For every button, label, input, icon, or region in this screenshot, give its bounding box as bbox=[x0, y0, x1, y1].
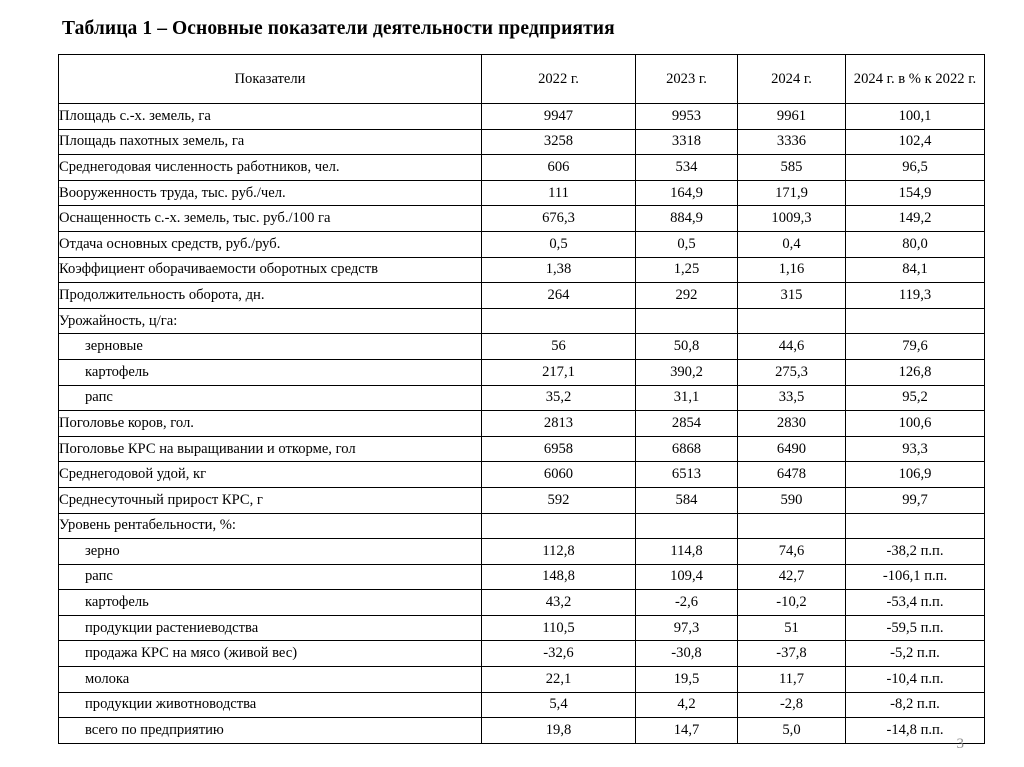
table-row bbox=[59, 385, 985, 411]
cell-2024: 590 bbox=[738, 487, 846, 513]
cell-2022: 264 bbox=[482, 283, 636, 309]
cell-2022: 217,1 bbox=[482, 359, 636, 385]
cell-ratio: -5,2 п.п. bbox=[846, 641, 985, 667]
cell-ratio: 106,9 bbox=[846, 462, 985, 488]
cell-2023: 2854 bbox=[636, 411, 738, 437]
table-row bbox=[59, 564, 985, 590]
table-row bbox=[59, 462, 985, 488]
cell-2022: 112,8 bbox=[482, 539, 636, 565]
cell-2024: 6490 bbox=[738, 436, 846, 462]
row-label: всего по предприятию bbox=[59, 718, 482, 744]
cell-2022: 6958 bbox=[482, 436, 636, 462]
cell-2022: 110,5 bbox=[482, 615, 636, 641]
table-row bbox=[59, 283, 985, 309]
column-header-2022: 2022 г. bbox=[482, 55, 636, 104]
cell-2024: -37,8 bbox=[738, 641, 846, 667]
cell-2023: 114,8 bbox=[636, 539, 738, 565]
table-row bbox=[59, 257, 985, 283]
cell-2024: 171,9 bbox=[738, 180, 846, 206]
cell-2024: 5,0 bbox=[738, 718, 846, 744]
table-header bbox=[59, 55, 985, 104]
row-label: зерновые bbox=[59, 334, 482, 360]
cell-2024: 0,4 bbox=[738, 231, 846, 257]
table-row bbox=[59, 180, 985, 206]
cell-ratio: 149,2 bbox=[846, 206, 985, 232]
cell-2022 bbox=[482, 513, 636, 539]
table-row bbox=[59, 231, 985, 257]
row-label: Площадь пахотных земель, га bbox=[59, 129, 482, 155]
cell-2023: -2,6 bbox=[636, 590, 738, 616]
cell-2023: 14,7 bbox=[636, 718, 738, 744]
table-row bbox=[59, 667, 985, 693]
table-caption: Таблица 1 – Основные показатели деятельности предприятия bbox=[62, 18, 615, 39]
cell-2022: 6060 bbox=[482, 462, 636, 488]
cell-2022: 22,1 bbox=[482, 667, 636, 693]
cell-2023: 164,9 bbox=[636, 180, 738, 206]
cell-2023 bbox=[636, 513, 738, 539]
row-label: Среднегодовая численность работников, чел. bbox=[59, 155, 482, 181]
row-label: Урожайность, ц/га: bbox=[59, 308, 482, 334]
cell-2024: 1,16 bbox=[738, 257, 846, 283]
cell-2024: -10,2 bbox=[738, 590, 846, 616]
cell-2022: 35,2 bbox=[482, 385, 636, 411]
cell-2023: 109,4 bbox=[636, 564, 738, 590]
cell-2023: 97,3 bbox=[636, 615, 738, 641]
cell-2023: 4,2 bbox=[636, 692, 738, 718]
cell-ratio: -53,4 п.п. bbox=[846, 590, 985, 616]
cell-2022: 606 bbox=[482, 155, 636, 181]
cell-ratio: 102,4 bbox=[846, 129, 985, 155]
cell-2024: 585 bbox=[738, 155, 846, 181]
cell-2024: 9961 bbox=[738, 104, 846, 130]
cell-2024: 51 bbox=[738, 615, 846, 641]
cell-2022: 592 bbox=[482, 487, 636, 513]
table-row bbox=[59, 334, 985, 360]
cell-2022: 1,38 bbox=[482, 257, 636, 283]
table-row bbox=[59, 436, 985, 462]
cell-2022: 5,4 bbox=[482, 692, 636, 718]
row-label: продажа КРС на мясо (живой вес) bbox=[59, 641, 482, 667]
cell-2023: 884,9 bbox=[636, 206, 738, 232]
table-row bbox=[59, 487, 985, 513]
table-row bbox=[59, 539, 985, 565]
cell-2023: 19,5 bbox=[636, 667, 738, 693]
row-label: молока bbox=[59, 667, 482, 693]
column-header-ratio: 2024 г. в % к 2022 г. bbox=[846, 55, 985, 104]
cell-2022: 56 bbox=[482, 334, 636, 360]
table-row bbox=[59, 692, 985, 718]
cell-2024: 33,5 bbox=[738, 385, 846, 411]
cell-2024: 275,3 bbox=[738, 359, 846, 385]
cell-ratio: -59,5 п.п. bbox=[846, 615, 985, 641]
indicators-table bbox=[58, 54, 985, 744]
cell-ratio: 96,5 bbox=[846, 155, 985, 181]
cell-2023 bbox=[636, 308, 738, 334]
cell-2024: 74,6 bbox=[738, 539, 846, 565]
cell-ratio: 119,3 bbox=[846, 283, 985, 309]
cell-2023: 390,2 bbox=[636, 359, 738, 385]
table-row bbox=[59, 308, 985, 334]
table-row bbox=[59, 615, 985, 641]
page-number: 3 bbox=[956, 736, 964, 752]
cell-ratio: 99,7 bbox=[846, 487, 985, 513]
cell-2023: 6513 bbox=[636, 462, 738, 488]
table-row bbox=[59, 104, 985, 130]
cell-2022: 3258 bbox=[482, 129, 636, 155]
table-header-row bbox=[59, 55, 985, 104]
cell-ratio: -8,2 п.п. bbox=[846, 692, 985, 718]
cell-ratio: 80,0 bbox=[846, 231, 985, 257]
row-label: Площадь с.-х. земель, га bbox=[59, 104, 482, 130]
cell-2022: 676,3 bbox=[482, 206, 636, 232]
row-label: Оснащенность с.-х. земель, тыс. руб./100 га bbox=[59, 206, 482, 232]
cell-ratio: 126,8 bbox=[846, 359, 985, 385]
row-label: Среднегодовой удой, кг bbox=[59, 462, 482, 488]
cell-2023: 1,25 bbox=[636, 257, 738, 283]
cell-2022: 43,2 bbox=[482, 590, 636, 616]
table-row bbox=[59, 155, 985, 181]
cell-2022: -32,6 bbox=[482, 641, 636, 667]
cell-2022: 19,8 bbox=[482, 718, 636, 744]
cell-2024: 42,7 bbox=[738, 564, 846, 590]
row-label: картофель bbox=[59, 359, 482, 385]
row-label: рапс bbox=[59, 385, 482, 411]
row-label: зерно bbox=[59, 539, 482, 565]
cell-2023: 9953 bbox=[636, 104, 738, 130]
cell-2024: -2,8 bbox=[738, 692, 846, 718]
cell-2024: 6478 bbox=[738, 462, 846, 488]
cell-2023: 31,1 bbox=[636, 385, 738, 411]
row-label: Отдача основных средств, руб./руб. bbox=[59, 231, 482, 257]
cell-2023: 534 bbox=[636, 155, 738, 181]
cell-ratio: 95,2 bbox=[846, 385, 985, 411]
table-row bbox=[59, 718, 985, 744]
cell-2023: -30,8 bbox=[636, 641, 738, 667]
cell-2022 bbox=[482, 308, 636, 334]
row-label: Среднесуточный прирост КРС, г bbox=[59, 487, 482, 513]
table-row bbox=[59, 359, 985, 385]
row-label: Уровень рентабельности, %: bbox=[59, 513, 482, 539]
row-label: Коэффициент оборачиваемости оборотных средств bbox=[59, 257, 482, 283]
table-body bbox=[59, 104, 985, 744]
cell-ratio: -38,2 п.п. bbox=[846, 539, 985, 565]
cell-2022: 148,8 bbox=[482, 564, 636, 590]
cell-ratio: 84,1 bbox=[846, 257, 985, 283]
cell-ratio: 93,3 bbox=[846, 436, 985, 462]
table-row bbox=[59, 206, 985, 232]
cell-ratio bbox=[846, 308, 985, 334]
cell-2023: 292 bbox=[636, 283, 738, 309]
cell-ratio: 79,6 bbox=[846, 334, 985, 360]
row-label: Поголовье КРС на выращивании и откорме, гол bbox=[59, 436, 482, 462]
cell-2024: 44,6 bbox=[738, 334, 846, 360]
table-row bbox=[59, 590, 985, 616]
column-header-2024: 2024 г. bbox=[738, 55, 846, 104]
cell-2024 bbox=[738, 308, 846, 334]
column-header-2023: 2023 г. bbox=[636, 55, 738, 104]
table-row bbox=[59, 641, 985, 667]
row-label: Поголовье коров, гол. bbox=[59, 411, 482, 437]
row-label: продукции растениеводства bbox=[59, 615, 482, 641]
cell-2024: 3336 bbox=[738, 129, 846, 155]
cell-2022: 0,5 bbox=[482, 231, 636, 257]
table-row bbox=[59, 513, 985, 539]
row-label: Вооруженность труда, тыс. руб./чел. bbox=[59, 180, 482, 206]
cell-2023: 0,5 bbox=[636, 231, 738, 257]
cell-2023: 6868 bbox=[636, 436, 738, 462]
row-label: Продолжительность оборота, дн. bbox=[59, 283, 482, 309]
cell-2023: 3318 bbox=[636, 129, 738, 155]
cell-ratio: 100,1 bbox=[846, 104, 985, 130]
cell-2024: 1009,3 bbox=[738, 206, 846, 232]
cell-ratio: -106,1 п.п. bbox=[846, 564, 985, 590]
cell-ratio: 154,9 bbox=[846, 180, 985, 206]
cell-2023: 584 bbox=[636, 487, 738, 513]
column-header-indicator: Показатели bbox=[59, 55, 482, 104]
row-label: продукции животноводства bbox=[59, 692, 482, 718]
indicators-table-container bbox=[58, 54, 984, 744]
cell-ratio: 100,6 bbox=[846, 411, 985, 437]
cell-2023: 50,8 bbox=[636, 334, 738, 360]
cell-ratio: -14,8 п.п. bbox=[846, 718, 985, 744]
cell-2024: 315 bbox=[738, 283, 846, 309]
cell-2022: 2813 bbox=[482, 411, 636, 437]
cell-2024 bbox=[738, 513, 846, 539]
cell-2024: 2830 bbox=[738, 411, 846, 437]
cell-2022: 111 bbox=[482, 180, 636, 206]
table-row bbox=[59, 411, 985, 437]
cell-ratio bbox=[846, 513, 985, 539]
row-label: рапс bbox=[59, 564, 482, 590]
cell-2022: 9947 bbox=[482, 104, 636, 130]
cell-2024: 11,7 bbox=[738, 667, 846, 693]
cell-ratio: -10,4 п.п. bbox=[846, 667, 985, 693]
row-label: картофель bbox=[59, 590, 482, 616]
table-row bbox=[59, 129, 985, 155]
